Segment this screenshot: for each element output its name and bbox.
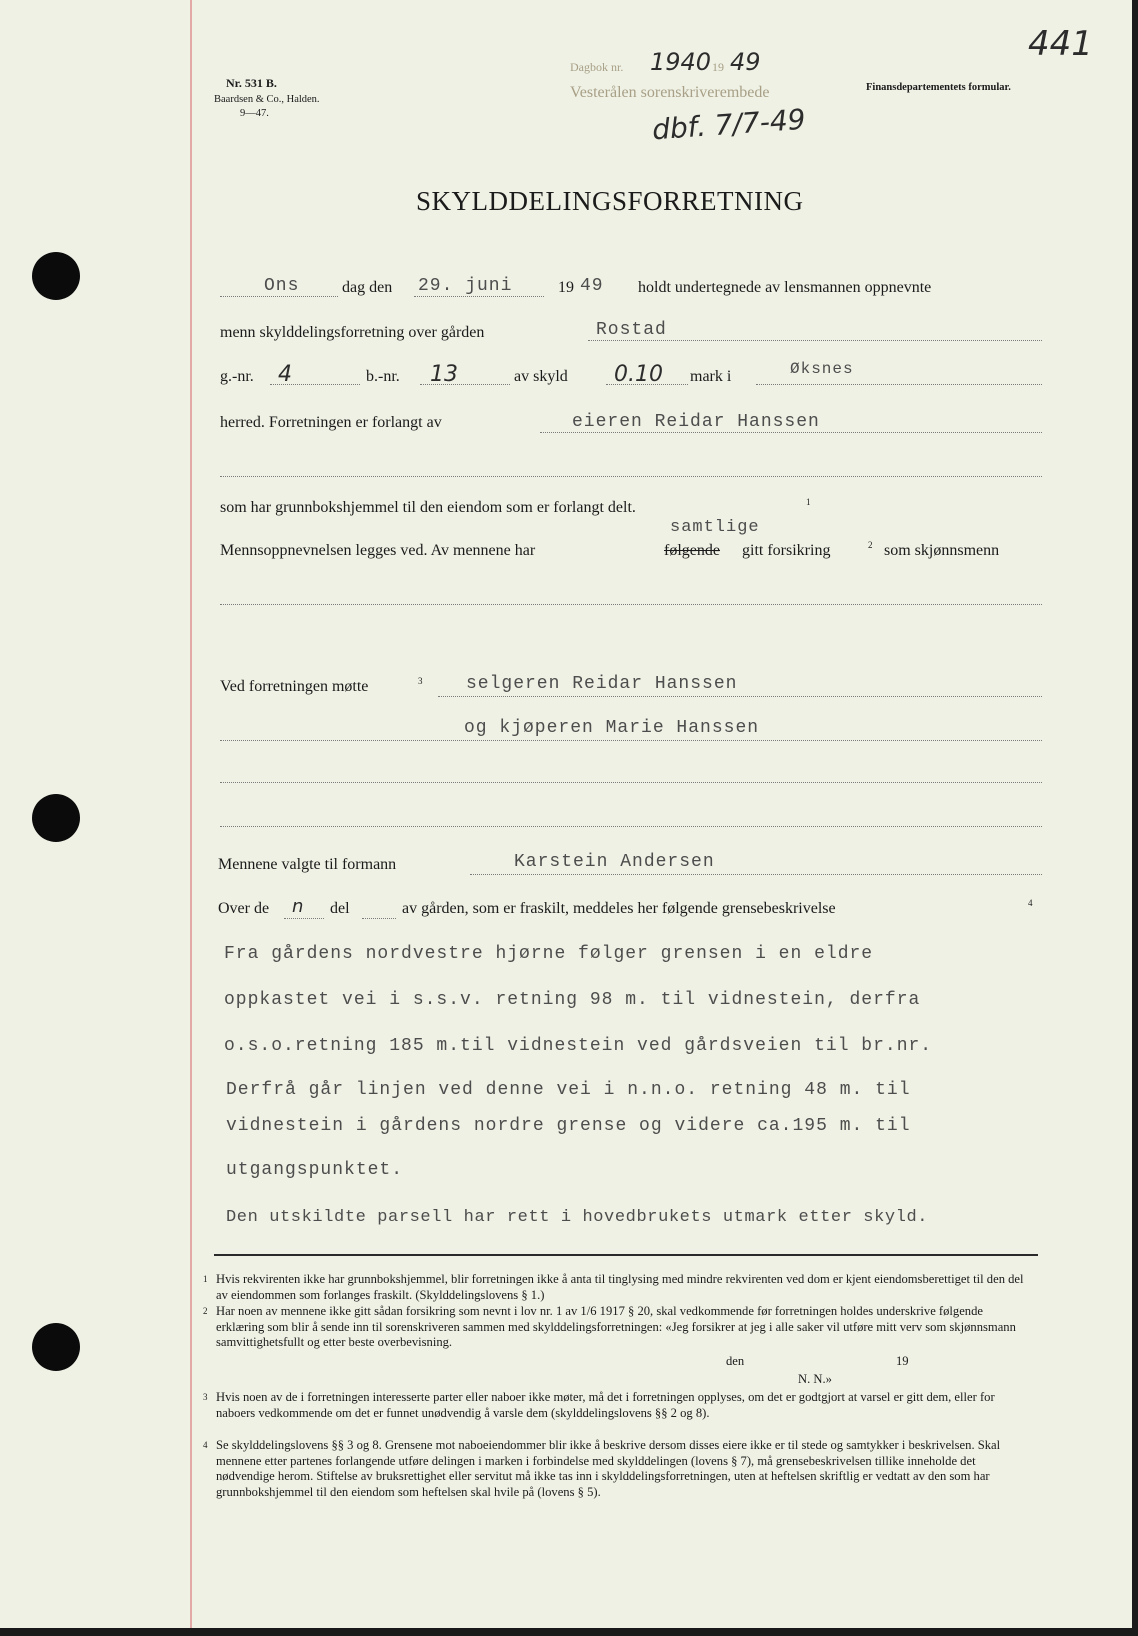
bnr-value: 13 bbox=[430, 362, 458, 387]
footnote-mark-3: 3 bbox=[418, 676, 423, 686]
attendee-seller: selgeren Reidar Hanssen bbox=[466, 674, 738, 694]
bnr-label: b.-nr. bbox=[366, 368, 400, 385]
printer-name: Baardsen & Co., Halden. bbox=[214, 94, 320, 105]
dagbok-number: 1940 bbox=[650, 48, 712, 76]
inserted-word: samtlige bbox=[670, 518, 760, 537]
footnote-2-den: den bbox=[726, 1354, 745, 1368]
footnote-mark-2: 2 bbox=[868, 540, 873, 550]
line2-text: menn skylddelingsforretning over gården bbox=[220, 324, 485, 341]
dagbok-label: Dagbok nr. bbox=[570, 60, 624, 74]
boundary-intro-1: Over de bbox=[218, 900, 270, 917]
gnr-rule bbox=[270, 384, 360, 385]
skyld-rule bbox=[606, 384, 688, 385]
footnote-2-year: 19 bbox=[896, 1354, 909, 1368]
punch-hole-top bbox=[32, 252, 80, 300]
handwritten-date: dbf. 7/7-49 bbox=[651, 102, 807, 147]
attendance-rule-1 bbox=[438, 696, 1042, 697]
weekday: Ons bbox=[264, 276, 300, 296]
punch-hole-middle bbox=[32, 794, 80, 842]
attendance-rule-4 bbox=[220, 826, 1042, 827]
bnr-rule bbox=[420, 384, 510, 385]
year: 49 bbox=[580, 276, 604, 296]
attendance-label: Ved forretningen møtte bbox=[220, 678, 369, 695]
requested-label: herred. Forretningen er forlangt av bbox=[220, 414, 442, 431]
page-number: 441 bbox=[1028, 24, 1093, 64]
struck-word: følgende bbox=[664, 542, 720, 559]
footnote-2 bbox=[203, 1304, 1031, 1351]
gnr-label: g.-nr. bbox=[220, 368, 254, 385]
year-prefix: 19 bbox=[558, 279, 574, 296]
page-title: SKYLDDELINGSFORRETNING bbox=[416, 186, 804, 216]
footnote-3-number: 3 bbox=[203, 1392, 208, 1402]
farm-name: Rostad bbox=[596, 320, 667, 340]
form-number: Nr. 531 B. bbox=[226, 76, 277, 90]
attendance-rule-2 bbox=[220, 740, 1042, 741]
chairman-label: Mennene valgte til formann bbox=[218, 856, 397, 873]
footnote-1-number: 1 bbox=[203, 1274, 208, 1284]
boundary-rule-b bbox=[362, 918, 396, 919]
boundary-line: o.s.o.retning 185 m.til vidnestein ved gårdsveien til br.nr. bbox=[224, 1036, 933, 1056]
boundary-filled: n bbox=[292, 896, 304, 917]
gnr-value: 4 bbox=[278, 362, 292, 387]
punch-hole-bottom bbox=[32, 1323, 80, 1371]
attendance-rule-3 bbox=[220, 782, 1042, 783]
blank-rule-2 bbox=[220, 604, 1042, 605]
skyld-label: av skyld bbox=[514, 368, 568, 385]
boundary-intro-2: del bbox=[330, 900, 350, 917]
weekday-rule bbox=[220, 296, 338, 297]
boundary-line: utgangspunktet. bbox=[226, 1160, 404, 1180]
chairman-name: Karstein Andersen bbox=[514, 852, 715, 872]
footnote-1 bbox=[203, 1272, 1031, 1303]
footnote-2-number: 2 bbox=[203, 1306, 208, 1316]
farm-rule bbox=[588, 340, 1042, 341]
date-rule bbox=[414, 296, 544, 297]
footnote-1-text: Hvis rekvirenten ikke har grunnbokshjemmel, blir forretningen ikke å anta til tinglysing med mindre rekvirenten ved dom er kjent eiendomsberettiget til den del av eiendommen som forlanges fraskilt. (Skylddelingslovens § 1.) bbox=[216, 1272, 1024, 1302]
footnote-4 bbox=[203, 1438, 1031, 1500]
attendee-buyer: og kjøperen Marie Hanssen bbox=[464, 718, 760, 738]
margin-line bbox=[190, 0, 192, 1628]
footnote-2-signature: N. N.» bbox=[798, 1372, 832, 1386]
requested-by: eieren Reidar Hanssen bbox=[572, 412, 820, 432]
boundary-line: Den utskildte parsell har rett i hovedbrukets utmark etter skyld. bbox=[226, 1208, 929, 1227]
boundary-line: oppkastet vei i s.s.v. retning 98 m. til vidnestein, derfra bbox=[224, 990, 921, 1010]
boundary-intro-3: av gården, som er fraskilt, meddeles her følgende grensebeskrivelse bbox=[402, 900, 836, 917]
label-dag-den: dag den bbox=[342, 279, 393, 296]
footnote-4-text: Se skylddelingslovens §§ 3 og 8. Grensene mot naboeiendommer blir ikke å beskrive dersom disses eiere ikke er til stede og samtykker i beskrivelsen. Skal mennene etter partenes forlangende utføre delingen i marken i forbindelse med skylddelingen (lovens § 7), må grensebeskrivelsen tillike inneholde det nødvendige herom. Stiftelse av bruksrettighet eller servitut må ikke tas inn i skylddelingsforretningen, uten at heftelsen skriftlig er vedtatt av den som har grunnbokshjemmel til den eiendom som heftelsen skal hvile på (lovens § 5). bbox=[216, 1438, 1001, 1499]
boundary-line: Derfrå går linjen ved denne vei i n.n.o. retning 48 m. til bbox=[226, 1080, 911, 1100]
dagbok-year-prefix: 19 bbox=[712, 60, 724, 74]
boundary-line: Fra gårdens nordvestre hjørne følger grensen i en eldre bbox=[224, 944, 874, 964]
footnote-mark-1: 1 bbox=[806, 497, 811, 507]
boundary-line: vidnestein i gårdens nordre grense og videre ca.195 m. til bbox=[226, 1116, 911, 1136]
date: 29. juni bbox=[418, 276, 513, 296]
blank-rule-1 bbox=[220, 476, 1042, 477]
footnote-separator bbox=[214, 1254, 1038, 1256]
hjemmel-text: som har grunnbokshjemmel til den eiendom som er forlangt delt. bbox=[220, 499, 636, 516]
chairman-rule bbox=[470, 874, 1042, 875]
print-date: 9—47. bbox=[240, 108, 269, 119]
footnote-mark-4: 4 bbox=[1028, 898, 1033, 908]
dagbok-year: 49 bbox=[730, 48, 761, 76]
footnote-3-text: Hvis noen av de i forretningen interesserte parter eller naboer ikke møter, må det i forretningen opplyses, om det er godtgjort at varsel er gitt dem, eller for naboers vedkommende om det er funnet unødvendig å varsle dem (skylddelingslovens §§ 2 og 8). bbox=[216, 1390, 995, 1420]
footnote-2-text: Har noen av mennene ikke gitt sådan forsikring som nevnt i lov nr. 1 av 1/6 1917 § 20, skal vedkommende før forretningen holdes underskrive følgende erklæring som blir å sende inn til sorenskriveren sammen med skylddelingsforretningen: «Jeg forsikrer at jeg i alle saker vil utføre mitt verv som skjønnsmann samvittighetsfullt og etter beste overbevisning. bbox=[216, 1304, 1016, 1350]
mennsoppnevnelse-text: Mennsoppnevnelsen legges ved. Av mennene har bbox=[220, 542, 536, 559]
office-stamp: Vesterålen sorenskriverembede bbox=[570, 84, 770, 101]
skyld-value: 0.10 bbox=[614, 362, 663, 387]
boundary-rule-a bbox=[284, 918, 324, 919]
forsikring-text: gitt forsikring bbox=[742, 542, 831, 559]
opening-text: holdt undertegnede av lensmannen oppnevnte bbox=[638, 279, 932, 296]
mark-label: mark i bbox=[690, 368, 732, 385]
footnote-3 bbox=[203, 1390, 1031, 1421]
ministry-form: Finansdepartementets formular. bbox=[866, 82, 1011, 93]
skjonnsmenn-text: som skjønnsmenn bbox=[884, 542, 1000, 559]
requested-rule bbox=[540, 432, 1042, 433]
municipality-rule bbox=[756, 384, 1042, 385]
footnote-4-number: 4 bbox=[203, 1440, 208, 1450]
municipality: Øksnes bbox=[790, 360, 854, 378]
